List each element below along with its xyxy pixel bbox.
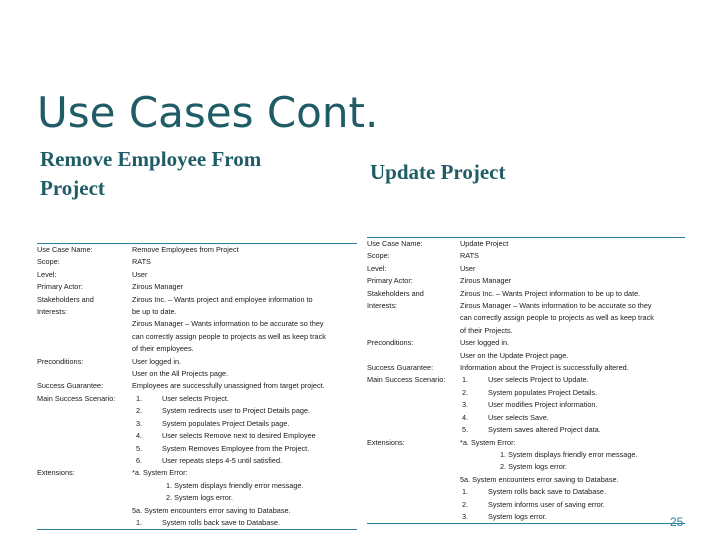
step-number: 5. — [462, 425, 469, 435]
row-value — [460, 288, 685, 338]
row-label-line: Interests: — [37, 307, 68, 317]
value-line: *a. System Error: — [460, 437, 516, 447]
list-item — [132, 405, 357, 417]
table-row — [367, 437, 685, 524]
row-value — [132, 356, 357, 381]
row-label-line: Stakeholders and — [37, 294, 94, 304]
row-label: Level: — [37, 269, 57, 279]
list-item — [460, 374, 685, 386]
left-subtitle — [40, 145, 340, 203]
step-text: System redirects user to Project Details page. — [162, 406, 311, 416]
step-text: User selects Project to Update. — [488, 375, 589, 385]
row-label-line: Interests: — [367, 301, 398, 311]
table-row — [37, 269, 357, 281]
list-item — [132, 517, 357, 529]
row-label: Primary Actor: — [37, 282, 83, 292]
value-line: Zirous Inc. – Wants Project information to be up to date. — [460, 288, 641, 298]
step-text: System populates Project Details page. — [162, 418, 290, 428]
slide-title: Use Cases Cont. — [37, 88, 379, 137]
right-use-case-table — [367, 237, 685, 524]
value-line: 5a. System encounters error saving to Database. — [132, 505, 291, 515]
table-row — [367, 337, 685, 362]
step-number: 1. — [136, 393, 143, 403]
row-label: Primary Actor: — [367, 276, 413, 286]
value-line: 1. System displays friendly error message. — [166, 480, 304, 490]
row-label: Level: — [367, 263, 387, 273]
left-subtitle-line-1: Remove Employee From — [40, 147, 262, 171]
step-number: 5. — [136, 443, 143, 453]
row-value: RATS — [460, 251, 479, 261]
table-row — [37, 356, 357, 381]
value-line: User on the All Projects page. — [132, 369, 229, 379]
row-label: Preconditions: — [37, 356, 84, 366]
step-number: 4. — [136, 431, 143, 441]
left-use-case-table — [37, 243, 357, 530]
step-text: System populates Project Details. — [488, 387, 598, 397]
list-item — [460, 424, 685, 436]
row-value: Zirous Manager — [132, 282, 184, 292]
row-label — [37, 294, 132, 356]
table-row — [367, 275, 685, 287]
table-row — [37, 380, 357, 392]
step-text: User modifies Project information. — [488, 400, 598, 410]
table-row — [367, 250, 685, 262]
value-line: can correctly assign people to projects as well as keep track — [132, 331, 326, 341]
table-row — [37, 281, 357, 293]
list-item — [132, 443, 357, 455]
row-label: Success Guarantee: — [37, 381, 104, 391]
step-text: System rolls back save to Database. — [488, 487, 607, 497]
step-text: System informs user of saving error. — [488, 499, 605, 509]
left-subtitle-line-2: Project — [40, 176, 105, 200]
row-value — [132, 294, 357, 356]
row-value: User — [460, 263, 476, 273]
value-line: can correctly assign people to projects as well as keep track — [460, 313, 654, 323]
step-text: User repeats steps 4-5 until satisfied. — [162, 455, 283, 465]
step-number: 4. — [462, 412, 469, 422]
row-value: Update Project — [460, 239, 509, 248]
list-item — [460, 511, 685, 523]
table-row — [37, 393, 357, 467]
list-item — [132, 418, 357, 430]
list-item — [460, 399, 685, 411]
step-number: 1. — [462, 375, 469, 385]
step-number: 1. — [462, 487, 469, 497]
list-item — [132, 430, 357, 442]
value-line: User on the Update Project page. — [460, 350, 569, 360]
table-row — [367, 238, 685, 250]
row-label: Use Case Name: — [37, 245, 93, 254]
value-line: of their Projects. — [460, 325, 513, 335]
table-row — [37, 294, 357, 356]
step-text: System rolls back save to Database. — [162, 517, 281, 527]
row-label: Preconditions: — [367, 338, 414, 348]
value-line: *a. System Error: — [132, 468, 188, 478]
row-value — [132, 467, 357, 529]
table-row — [367, 362, 685, 374]
step-text: User selects Save. — [488, 412, 549, 422]
table-row — [367, 374, 685, 436]
value-line: 2. System logs error. — [500, 462, 567, 472]
row-value: Remove Employees from Project — [132, 245, 239, 254]
step-number: 6. — [136, 455, 143, 465]
step-number: 3. — [462, 400, 469, 410]
value-line: 1. System displays friendly error message. — [500, 449, 638, 459]
value-line: Zirous Inc. – Wants project and employee information to — [132, 294, 313, 304]
table-row — [367, 288, 685, 338]
row-label: Success Guarantee: — [367, 363, 434, 373]
row-value: RATS — [132, 257, 151, 267]
row-value: Employees are successfully unassigned from target project. — [132, 381, 325, 391]
step-number: 2. — [462, 499, 469, 509]
row-value — [460, 337, 685, 362]
table-row — [367, 263, 685, 275]
row-label: Extensions: — [367, 437, 405, 447]
list-item — [460, 499, 685, 511]
row-label — [367, 288, 460, 338]
row-label: Scope: — [37, 257, 60, 267]
step-text: System saves altered Project data. — [488, 425, 601, 435]
row-value — [460, 437, 685, 524]
step-text: System logs error. — [488, 511, 547, 521]
value-line: User logged in. — [132, 356, 182, 366]
page-number: 25 — [670, 515, 684, 529]
table-row — [37, 467, 357, 529]
value-line: Zirous Manager – Wants information to be accurate so they — [460, 301, 652, 311]
value-line: 2. System logs error. — [166, 493, 233, 503]
step-text: System Removes Employee from the Project. — [162, 443, 310, 453]
step-number: 2. — [136, 406, 143, 416]
right-subtitle: Update Project — [370, 160, 506, 184]
step-number: 3. — [462, 511, 469, 521]
table-row — [37, 256, 357, 268]
value-line: User logged in. — [460, 338, 510, 348]
row-label: Use Case Name: — [367, 239, 423, 248]
list-item — [460, 412, 685, 424]
step-number: 2. — [462, 387, 469, 397]
row-value: Information about the Project is successfully altered. — [460, 363, 629, 373]
step-number: 3. — [136, 418, 143, 428]
row-label: Extensions: — [37, 468, 75, 478]
step-text: User selects Remove next to desired Employee — [162, 431, 316, 441]
row-label: Main Success Scenario: — [37, 393, 116, 403]
step-number: 1. — [136, 517, 143, 527]
step-text: User selects Project. — [162, 393, 229, 403]
row-label-line: Stakeholders and — [367, 288, 424, 298]
list-item — [132, 393, 357, 405]
row-label: Main Success Scenario: — [367, 375, 446, 385]
row-label: Scope: — [367, 251, 390, 261]
row-value — [132, 393, 357, 467]
value-line: 5a. System encounters error saving to Database. — [460, 474, 619, 484]
row-value: Zirous Manager — [460, 276, 512, 286]
value-line: of their employees. — [132, 344, 194, 354]
row-value: User — [132, 269, 148, 279]
list-item — [460, 387, 685, 399]
value-line: Zirous Manager – Wants information to be accurate so they — [132, 319, 324, 329]
list-item — [460, 486, 685, 498]
value-line: be up to date. — [132, 307, 177, 317]
list-item — [132, 455, 357, 467]
row-value — [460, 374, 685, 436]
table-row — [37, 244, 357, 256]
